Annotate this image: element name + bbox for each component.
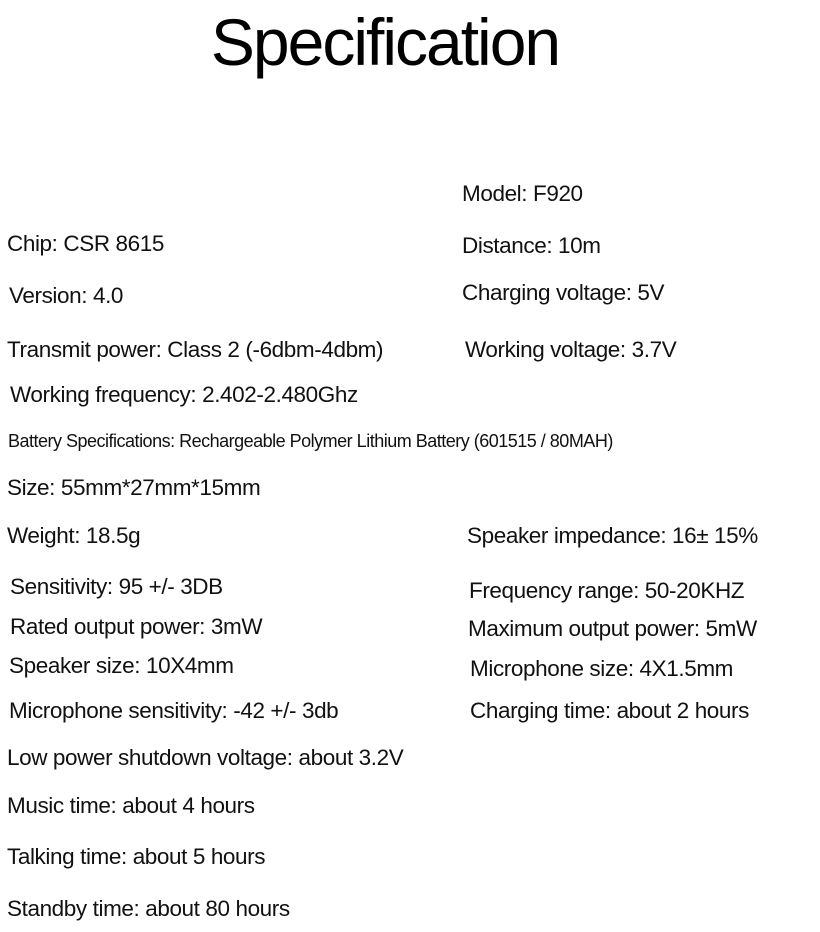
spec-maximum-output-power: Maximum output power: 5mW <box>468 616 757 641</box>
spec-low-power-shutdown: Low power shutdown voltage: about 3.2V <box>7 745 404 770</box>
spec-model: Model: F920 <box>462 181 583 206</box>
spec-battery: Battery Specifications: Rechargeable Polymer Lithium Battery (601515 / 80MAH) <box>8 431 613 451</box>
spec-sensitivity: Sensitivity: 95 +/- 3DB <box>10 574 223 599</box>
spec-standby-time: Standby time: about 80 hours <box>7 896 290 921</box>
spec-music-time: Music time: about 4 hours <box>7 793 255 818</box>
spec-working-voltage: Working voltage: 3.7V <box>465 337 677 362</box>
spec-transmit-power: Transmit power: Class 2 (-6dbm-4dbm) <box>7 337 384 362</box>
spec-rated-output-power: Rated output power: 3mW <box>10 614 263 639</box>
spec-frequency-range: Frequency range: 50-20KHZ <box>469 578 745 603</box>
spec-distance: Distance: 10m <box>462 233 601 258</box>
spec-size: Size: 55mm*27mm*15mm <box>7 475 261 500</box>
spec-charging-time: Charging time: about 2 hours <box>470 698 749 723</box>
spec-weight: Weight: 18.5g <box>7 523 141 548</box>
spec-working-frequency: Working frequency: 2.402-2.480Ghz <box>10 382 358 407</box>
page-title: Specification <box>210 5 560 79</box>
spec-speaker-impedance: Speaker impedance: 16± 15% <box>467 523 758 548</box>
spec-talking-time: Talking time: about 5 hours <box>7 844 266 869</box>
spec-version: Version: 4.0 <box>9 283 124 308</box>
spec-microphone-size: Microphone size: 4X1.5mm <box>470 656 734 681</box>
spec-charging-voltage: Charging voltage: 5V <box>462 280 665 305</box>
spec-speaker-size: Speaker size: 10X4mm <box>9 653 234 678</box>
spec-chip: Chip: CSR 8615 <box>7 231 164 256</box>
spec-microphone-sensitivity: Microphone sensitivity: -42 +/- 3db <box>9 698 339 723</box>
